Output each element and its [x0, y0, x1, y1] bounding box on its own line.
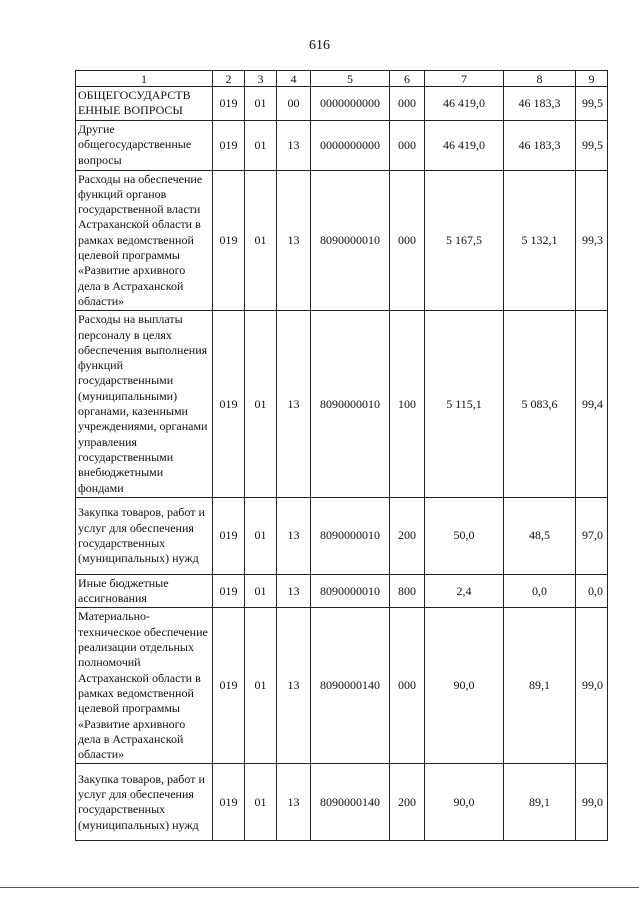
cell-executed: 89,1: [504, 764, 576, 841]
table-row: [76, 764, 608, 841]
cell-executed: 0,0: [504, 574, 576, 608]
cell-code: 019: [213, 574, 245, 608]
table-row: [76, 170, 608, 311]
cell-executed: 48,5: [504, 497, 576, 574]
table-row: [76, 87, 608, 121]
cell-planned: 90,0: [425, 764, 504, 841]
cell-percent: 97,0: [576, 497, 608, 574]
row-name: Расходы на выплаты персоналу в целях обеспечения выполнения функций государственными (муниципальными) органами, казенными учреждениями, органами управления государственными внебюджетными фондами: [76, 311, 213, 498]
column-header: 3: [245, 71, 277, 87]
row-name: Расходы на обеспечение функций органов государственной власти Астраханской области в рамках ведомственной целевой программы «Развитие архивного дела в Астраханской области»: [76, 170, 213, 311]
cell-expense-type: 000: [390, 120, 425, 170]
cell-percent: 99,5: [576, 87, 608, 121]
cell-code: 019: [213, 764, 245, 841]
cell-target-article: 8090000010: [311, 574, 390, 608]
cell-code: 019: [213, 87, 245, 121]
cell-section: 01: [245, 87, 277, 121]
cell-target-article: 8090000140: [311, 608, 390, 764]
cell-executed: 46 183,3: [504, 87, 576, 121]
cell-expense-type: 200: [390, 497, 425, 574]
cell-percent: 99,5: [576, 120, 608, 170]
cell-subsection: 13: [277, 120, 311, 170]
cell-expense-type: 800: [390, 574, 425, 608]
column-header: 5: [311, 71, 390, 87]
cell-code: 019: [213, 608, 245, 764]
cell-percent: 99,3: [576, 170, 608, 311]
cell-section: 01: [245, 574, 277, 608]
cell-code: 019: [213, 497, 245, 574]
table-row: [76, 120, 608, 170]
page-number: 616: [309, 38, 330, 53]
row-name: Материально-техническое обеспечение реализации отдельных полномочий Астраханской области в рамках ведомственной целевой программы «Развитие архивного дела в Астраханской области»: [76, 608, 213, 764]
cell-percent: 99,0: [576, 608, 608, 764]
cell-subsection: 13: [277, 574, 311, 608]
cell-percent: 99,0: [576, 764, 608, 841]
cell-executed: 5 132,1: [504, 170, 576, 311]
cell-expense-type: 000: [390, 87, 425, 121]
cell-target-article: 8090000010: [311, 170, 390, 311]
cell-target-article: 8090000010: [311, 497, 390, 574]
cell-expense-type: 000: [390, 170, 425, 311]
cell-expense-type: 100: [390, 311, 425, 498]
cell-executed: 5 083,6: [504, 311, 576, 498]
cell-planned: 46 419,0: [425, 120, 504, 170]
row-name: ОБЩЕГОСУДАРСТВ ЕННЫЕ ВОПРОСЫ: [76, 87, 213, 121]
table-row: [76, 497, 608, 574]
cell-subsection: 13: [277, 764, 311, 841]
column-header: 9: [576, 71, 608, 87]
cell-section: 01: [245, 497, 277, 574]
cell-section: 01: [245, 170, 277, 311]
row-name: Иные бюджетные ассигнования: [76, 574, 213, 608]
table-row: [76, 574, 608, 608]
cell-target-article: 0000000000: [311, 120, 390, 170]
cell-subsection: 00: [277, 87, 311, 121]
row-name: Закупка товаров, работ и услуг для обеспечения государственных (муниципальных) нужд: [76, 497, 213, 574]
row-name: Другие общегосударственные вопросы: [76, 120, 213, 170]
column-header: 1: [76, 71, 213, 87]
cell-subsection: 13: [277, 311, 311, 498]
column-header: 2: [213, 71, 245, 87]
cell-planned: 50,0: [425, 497, 504, 574]
cell-expense-type: 200: [390, 764, 425, 841]
cell-code: 019: [213, 120, 245, 170]
cell-subsection: 13: [277, 608, 311, 764]
cell-executed: 46 183,3: [504, 120, 576, 170]
cell-section: 01: [245, 120, 277, 170]
cell-code: 019: [213, 311, 245, 498]
cell-subsection: 13: [277, 497, 311, 574]
cell-planned: 5 115,1: [425, 311, 504, 498]
cell-target-article: 8090000140: [311, 764, 390, 841]
column-header: 4: [277, 71, 311, 87]
cell-planned: 46 419,0: [425, 87, 504, 121]
cell-planned: 5 167,5: [425, 170, 504, 311]
bottom-rule: [0, 887, 639, 888]
cell-target-article: 0000000000: [311, 87, 390, 121]
cell-planned: 2,4: [425, 574, 504, 608]
cell-subsection: 13: [277, 170, 311, 311]
column-header: 6: [390, 71, 425, 87]
table-header-row: [76, 71, 608, 87]
table-row: [76, 608, 608, 764]
cell-section: 01: [245, 608, 277, 764]
cell-planned: 90,0: [425, 608, 504, 764]
cell-section: 01: [245, 311, 277, 498]
table-row: [76, 311, 608, 498]
column-header: 8: [504, 71, 576, 87]
row-name: Закупка товаров, работ и услуг для обеспечения государственных (муниципальных) нужд: [76, 764, 213, 841]
cell-target-article: 8090000010: [311, 311, 390, 498]
cell-code: 019: [213, 170, 245, 311]
budget-table: [75, 70, 608, 841]
cell-expense-type: 000: [390, 608, 425, 764]
cell-percent: 99,4: [576, 311, 608, 498]
cell-percent: 0,0: [576, 574, 608, 608]
column-header: 7: [425, 71, 504, 87]
cell-executed: 89,1: [504, 608, 576, 764]
cell-section: 01: [245, 764, 277, 841]
